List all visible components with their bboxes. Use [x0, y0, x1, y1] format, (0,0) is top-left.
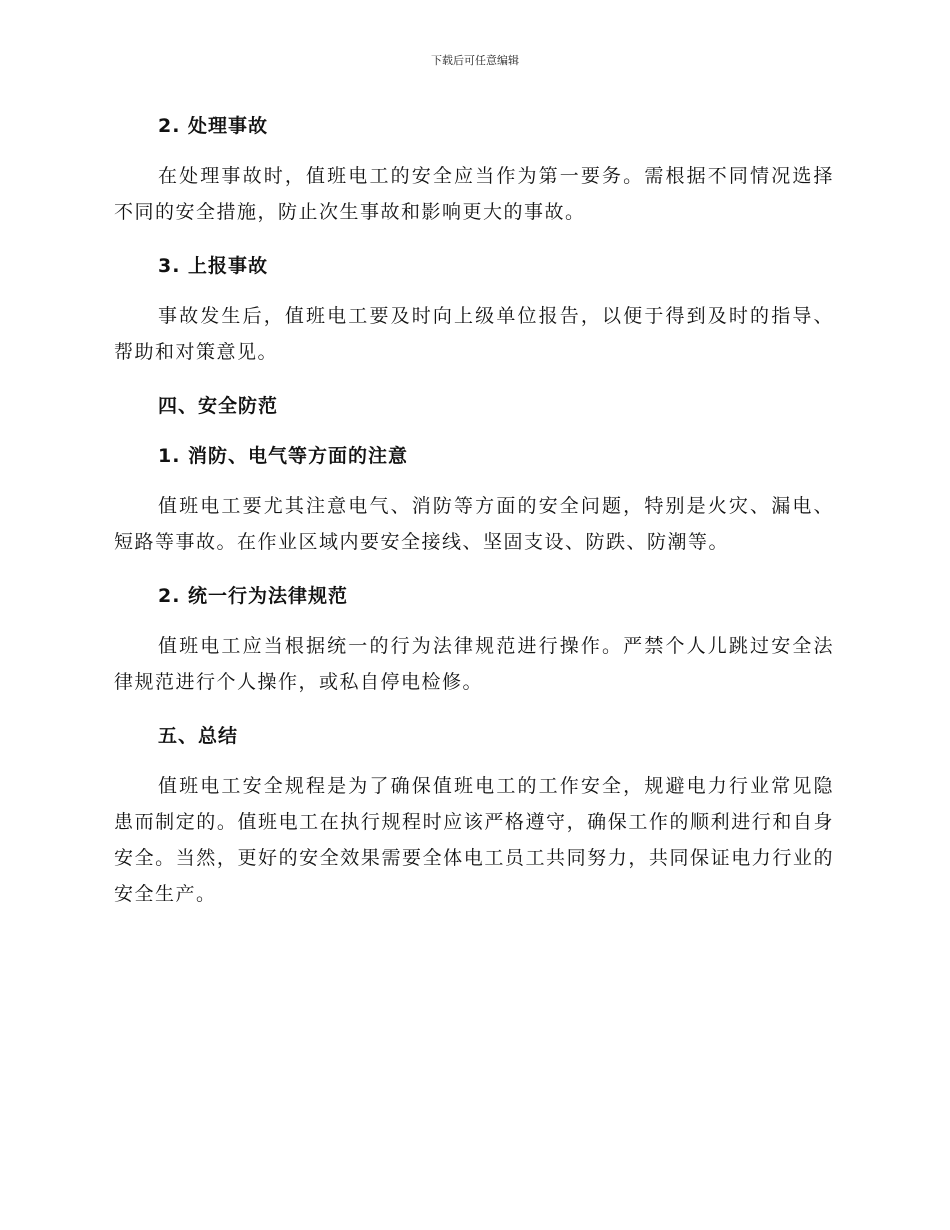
heading-unified-conduct: 2. 统一行为法律规范: [158, 585, 349, 607]
heading-summary: 五、总结: [158, 725, 239, 747]
heading-fire-electric-notes: 1. 消防、电气等方面的注意: [158, 445, 409, 467]
paragraph-handle-accident: 在处理事故时，值班电工的安全应当作为第一要务。需根据不同情况选择不同的安全措施，防止次生事故和影响更大的事故。: [114, 165, 834, 223]
heading-safety-prevention: 四、安全防范: [158, 395, 279, 417]
paragraph-summary: 值班电工安全规程是为了确保值班电工的工作安全，规避电力行业常见隐患而制定的。值班电工在执行规程时应该严格遵守，确保工作的顺利进行和自身安全。当然，更好的安全效果需要全体电工员工共同努力，共同保证电力行业的安全生产。: [114, 775, 834, 905]
heading-report-accident: 3. 上报事故: [158, 255, 269, 277]
document-body: [114, 108, 834, 912]
paragraph-fire-electric-notes: 值班电工要尤其注意电气、消防等方面的安全问题，特别是火灾、漏电、短路等事故。在作业区域内要安全接线、坚固支设、防跌、防潮等。: [114, 495, 834, 553]
paragraph-unified-conduct: 值班电工应当根据统一的行为法律规范进行操作。严禁个人儿跳过安全法律规范进行个人操作，或私自停电检修。: [114, 635, 834, 693]
heading-handle-accident: 2. 处理事故: [158, 115, 269, 137]
page-header: 下载后可任意编辑: [431, 54, 519, 67]
paragraph-report-accident: 事故发生后，值班电工要及时向上级单位报告，以便于得到及时的指导、帮助和对策意见。: [114, 305, 834, 363]
